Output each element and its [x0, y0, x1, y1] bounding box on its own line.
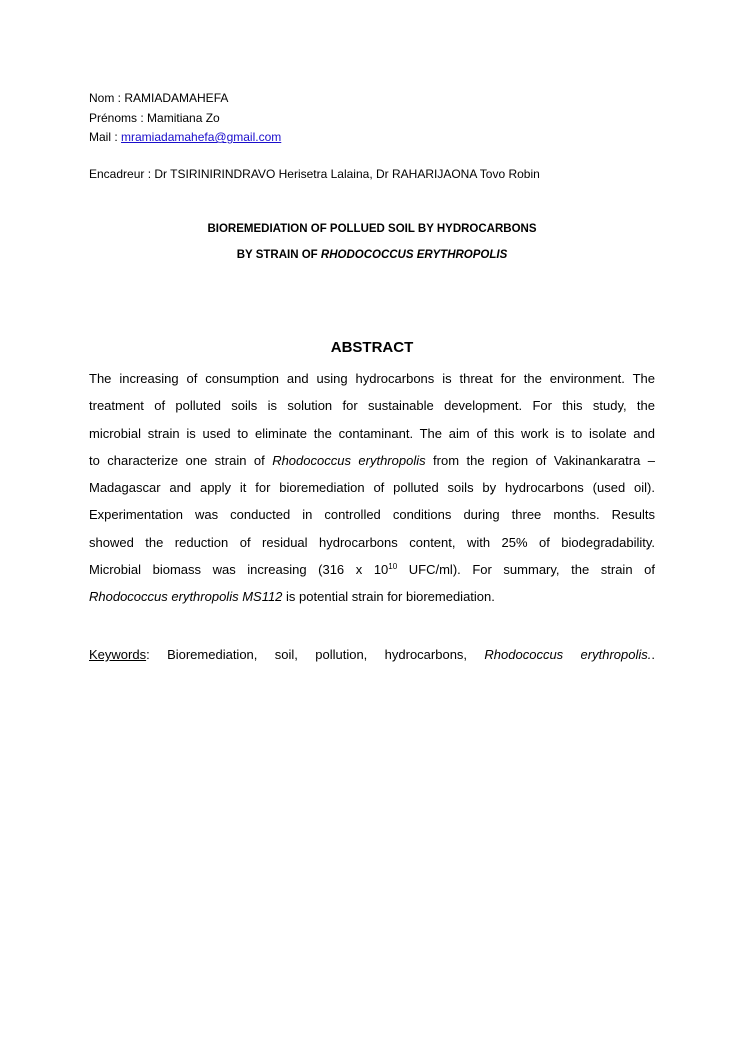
abstract-line: Experimentation was conducted in controlled conditions during three months. Results: [89, 507, 655, 523]
keywords-line: [89, 641, 655, 668]
keywords-list: Bioremediation, soil, pollution, hydrocarbons,: [167, 647, 485, 662]
abstract-text: from the region of Vakinankaratra –: [425, 452, 655, 468]
author-firstnames-line: [89, 109, 281, 129]
supervisor-label: Encadreur :: [89, 167, 155, 181]
author-mail-line: [89, 128, 281, 148]
abstract-text: to characterize one strain of: [89, 452, 273, 468]
supervisor-names: Dr TSIRINIRINDRAVO Herisetra Lalaina, Dr RAHARIJAONA Tovo Robin: [154, 167, 540, 181]
title-prefix: BY STRAIN OF: [236, 249, 321, 261]
abstract-line: [89, 556, 655, 583]
abstract-line: [89, 447, 655, 474]
author-name-line: [89, 89, 281, 109]
paper-title-line-2: [89, 249, 655, 261]
abstract-heading: ABSTRACT: [330, 339, 414, 356]
supervisor-line: [89, 166, 540, 182]
paper-title-line-1: BIOREMEDIATION OF POLLUED SOIL BY HYDROCARBONS: [207, 223, 537, 235]
keywords-trail: .: [651, 647, 655, 662]
author-name: RAMIADAMAHEFA: [124, 91, 229, 105]
abstract-line: showed the reduction of residual hydrocarbons content, with 25% of biodegradability.: [89, 534, 655, 550]
author-info: [89, 89, 281, 148]
exponent: 10: [388, 562, 398, 572]
strain-name: Rhodococcus erythropolis MS112: [89, 589, 283, 605]
abstract-line: The increasing of consumption and using hydrocarbons is threat for the environment. The: [89, 371, 655, 386]
species-name: Rhodococcus erythropolis: [272, 452, 426, 468]
abstract-line: Madagascar and apply it for bioremediation of polluted soils by hydrocarbons (used oil).: [89, 480, 655, 496]
abstract-text: UFC/ml). For summary, the strain of: [397, 562, 655, 578]
name-label: Nom :: [89, 91, 125, 105]
abstract-text: is potential strain for bioremediation.: [282, 589, 495, 605]
keywords-species: Rhodococcus erythropolis.: [484, 647, 652, 662]
email-link[interactable]: mramiadamahefa@gmail.com: [121, 130, 282, 144]
abstract-body: [89, 365, 655, 611]
mail-label: Mail :: [89, 130, 122, 144]
title-species: RHODOCOCCUS ERYTHROPOLIS: [320, 249, 508, 261]
abstract-line: microbial strain is used to eliminate the contaminant. The aim of this work is to isolate and: [89, 425, 655, 441]
author-firstnames: Mamitiana Zo: [147, 110, 220, 125]
abstract-line: [89, 583, 655, 610]
firstnames-label: Prénoms :: [89, 110, 148, 125]
abstract-line: treatment of polluted soils is solution for sustainable development. For this study, the: [89, 398, 655, 414]
keywords-label: Keywords: [89, 647, 147, 662]
abstract-text: Microbial biomass was increasing (316 x 10: [89, 562, 389, 578]
keywords-colon: :: [146, 647, 168, 662]
